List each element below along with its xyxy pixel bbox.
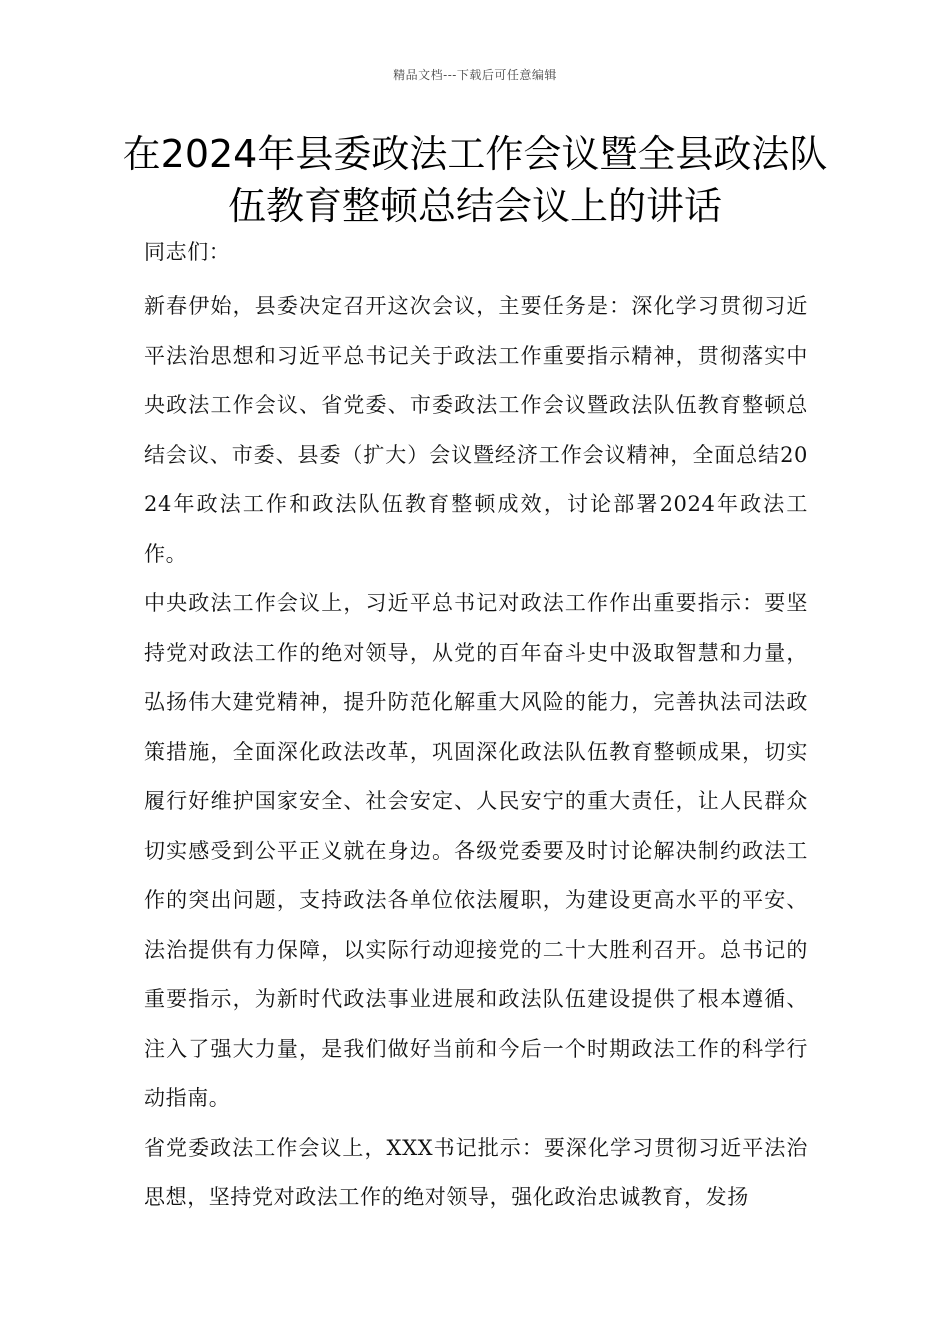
header-note: 精品文档---下载后可任意编辑 [393, 68, 557, 82]
paragraph-1: 新春伊始，县委决定召开这次会议，主要任务是：深化学习贯彻习近平法治思想和习近平总书记关于政法工作重要指示精神，贯彻落实中央政法工作会议、省党委、市委政法工作会议暨政法队伍教育整顿总结会议、市委、县委（扩大）会议暨经济工作会议精神，全面总结2024年政法工作和政法队伍教育整顿成效，讨论部署2024年政法工作。 [144, 294, 808, 566]
paragraph-2: 中央政法工作会议上，习近平总书记对政法工作作出重要指示：要坚持党对政法工作的绝对领导，从党的百年奋斗史中汲取智慧和力量，弘扬伟大建党精神，提升防范化解重大风险的能力，完善执法司法政策措施，全面深化政法改革，巩固深化政法队伍教育整顿成果，切实履行好维护国家安全、社会安定、人民安宁的重大责任，让人民群众切实感受到公平正义就在身边。各级党委要及时讨论解决制约政法工作的突出问题，支持政法各单位依法履职，为建设更高水平的平安、法治提供有力保障，以实际行动迎接党的二十大胜利召开。总书记的重要指示，为新时代政法事业进展和政法队伍建设提供了根本遵循、注入了强大力量，是我们做好当前和今后一个时期政法工作的科学行动指南。 [144, 591, 808, 1110]
document-title: 在2024年县委政法工作会议暨全县政法队伍教育整顿总结会议上的讲话 [122, 132, 828, 228]
document-body [144, 232, 808, 1223]
salutation: 同志们： [144, 240, 231, 264]
paragraph-3: 省党委政法工作会议上，XXX书记批示：要深化学习贯彻习近平法治思想，坚持党对政法工作的绝对领导，强化政治忠诚教育，发扬 [144, 1135, 808, 1209]
